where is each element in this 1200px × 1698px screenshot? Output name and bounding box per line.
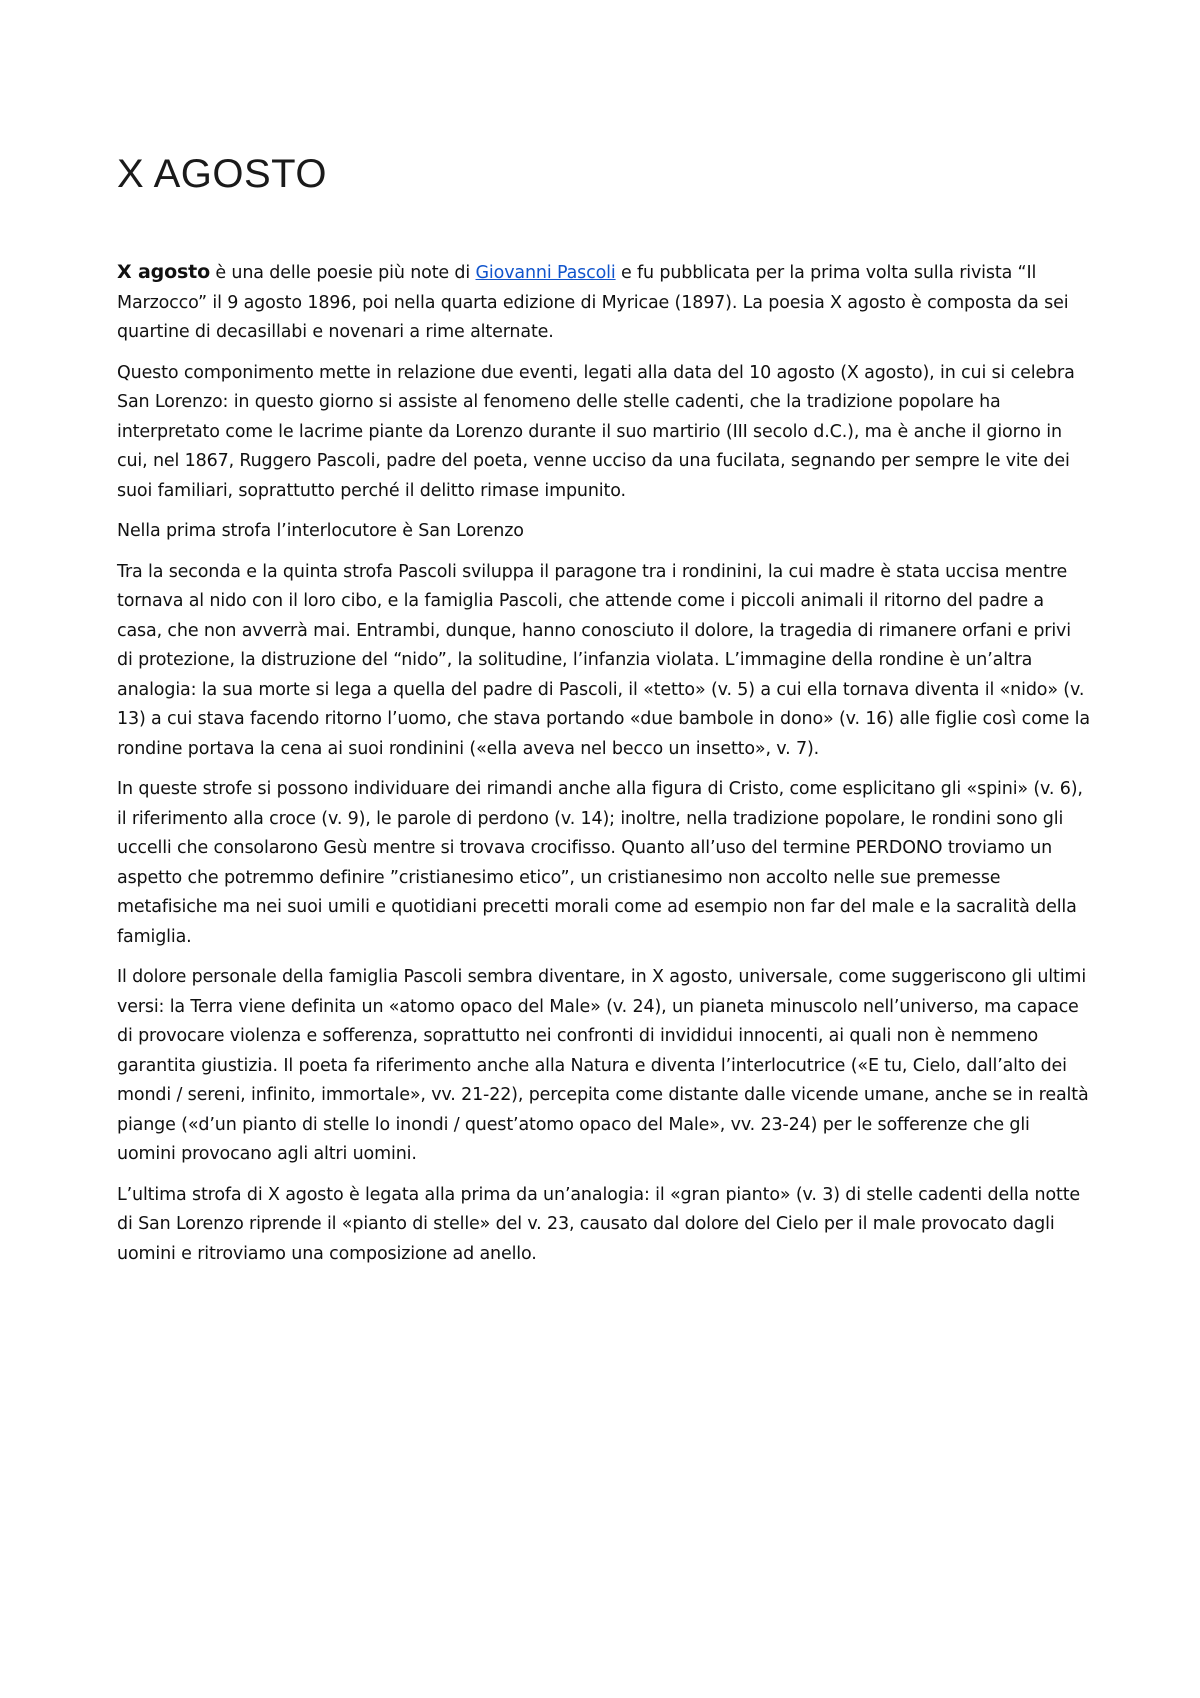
paragraph-intro [117, 258, 1092, 348]
document-title: X AGOSTO [117, 152, 327, 196]
intro-text-after-link: e fu pubblicata per la prima volta sulla rivista “Il Marzocco” il 9 agosto 1896, poi nella quarta edizione di Myricae (1897). La poesia X agosto è composta da sei quartine di decasillabi e novenari a rime alternate. [117, 263, 1069, 342]
paragraph-first-stanza: Nella prima strofa l’interlocutore è San Lorenzo [117, 521, 524, 541]
paragraph-last-stanza: L’ultima strofa di X agosto è legata alla prima da un’analogia: il «gran pianto» (v. 3) di stelle cadenti della notte di San Lorenzo riprende il «pianto di stelle» del v. 23, causato dal dolore del Cielo per il male provocato dagli uomini e ritroviamo una composizione ad anello. [117, 1184, 1081, 1264]
giovanni-pascoli-link[interactable]: Giovanni Pascoli [475, 263, 616, 283]
paragraph-christ-references: In queste strofe si possono individuare dei rimandi anche alla figura di Cristo, come esplicitano gli «spini» (v. 6), il riferimento alla croce (v. 9), le parole di perdono (v. 14); inoltre, nella tradizione popolare, le rondini sono gli uccelli che consolarono Gesù mentre si trovava crocifisso. Quanto all’uso del termine PERDONO troviamo un aspetto che potremmo definire ”cristianesimo etico”, un cristianesimo non accolto nelle sue premesse metafisiche ma nei suoi umili e quotidiani precetti morali come ad esempio non far del male e la sacralità della famiglia. [117, 779, 1083, 947]
paragraph-swallow-comparison: Tra la seconda e la quinta strofa Pascoli sviluppa il paragone tra i rondinini, la cui madre è stata uccisa mentre tornava al nido con il loro cibo, e la famiglia Pascoli, che attende come i piccoli animali il ritorno del padre a casa, che non avverrà mai. Entrambi, dunque, hanno conosciuto il dolore, la tragedia di rimanere orfani e privi di protezione, la distruzione del “nido”, la solitudine, l’infanzia violata. L’immagine della rondine è un’altra analogia: la sua morte si lega a quella del padre di Pascoli, il «tetto» (v. 5) a cui ella tornava diventa il «nido» (v. 13) a cui stava facendo ritorno l’uomo, che stava portando «due bambole in dono» (v. 16) alle figlie così come la rondine portava la cena ai suoi rondinini («ella aveva nel becco un insetto», v. 7). [117, 561, 1090, 759]
document-page [117, 150, 1092, 1280]
paragraph-universal-grief: Il dolore personale della famiglia Pascoli sembra diventare, in X agosto, universale, come suggeriscono gli ultimi versi: la Terra viene definita un «atomo opaco del Male» (v. 24), un pianeta minuscolo nell’universo, ma capace di provocare violenza e sofferenza, soprattutto nei confronti di invididui innocenti, ai quali non è nemmeno garantita giustizia. Il poeta fa riferimento anche alla Natura e diventa l’interlocutrice («E tu, Cielo, dall’alto dei mondi / sereni, infinito, immortale», vv. 21-22), percepita come distante dalle vicende umane, anche se in realtà piange («d’un pianto di stelle lo inondi / quest’atomo opaco del Male», vv. 23-24) per le sofferenze che gli uomini provocano agli altri uomini. [117, 967, 1089, 1164]
intro-lead: X agosto [117, 261, 210, 283]
intro-text-before-link: è una delle poesie più note di [209, 263, 476, 283]
paragraph-events: Questo componimento mette in relazione due eventi, legati alla data del 10 agosto (X agosto), in cui si celebra San Lorenzo: in questo giorno si assiste al fenomeno delle stelle cadenti, che la tradizione popolare ha interpretato come le lacrime piante da Lorenzo durante il suo martirio (III secolo d.C.), ma è anche il giorno in cui, nel 1867, Ruggero Pascoli, padre del poeta, venne ucciso da una fucilata, segnando per sempre le vite dei suoi familiari, soprattutto perché il delitto rimase impunito. [117, 362, 1075, 501]
